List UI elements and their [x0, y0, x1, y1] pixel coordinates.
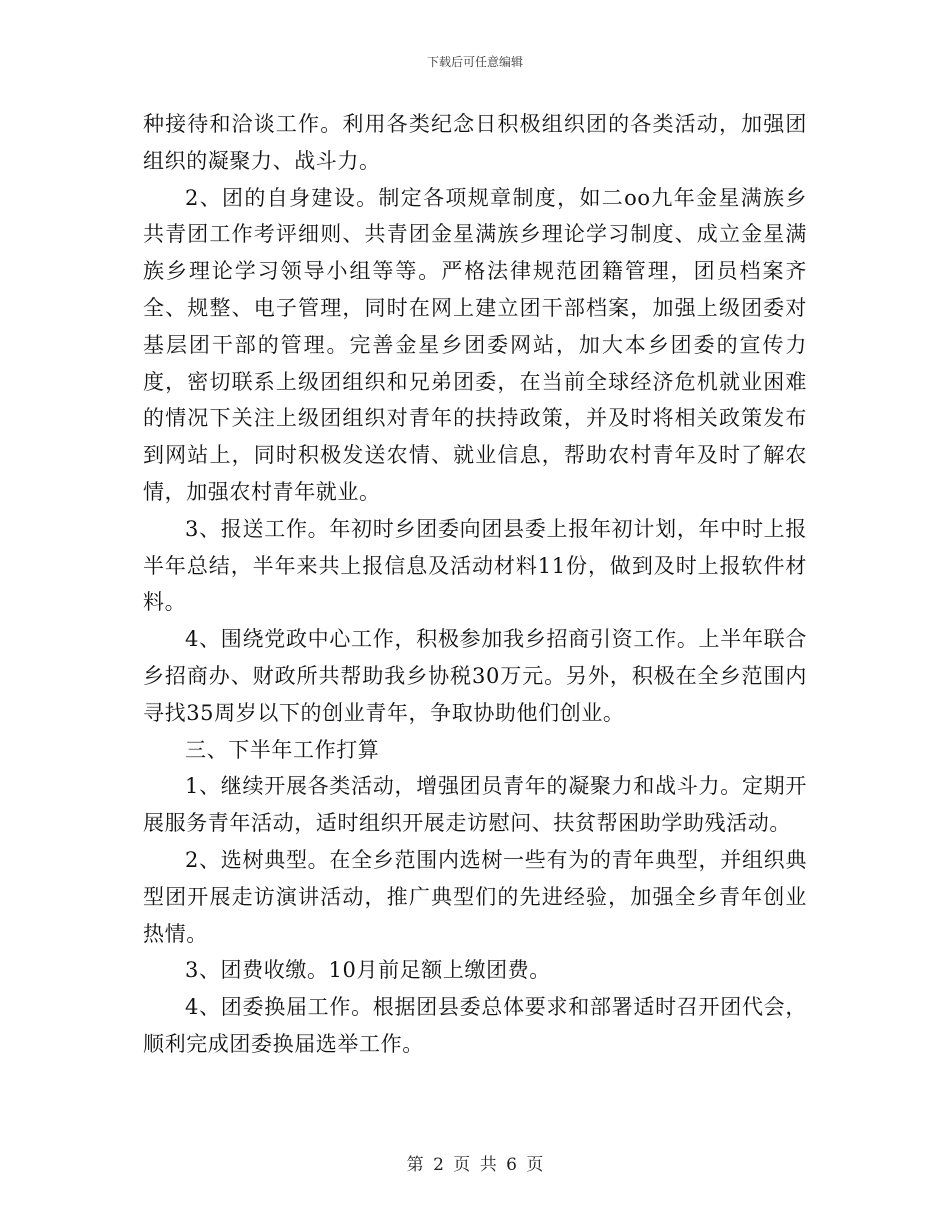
paragraph-3: 3、报送工作。年初时乡团委向团县委上报年初计划，年中时上报半年总结，半年来共上报信息及活动材料11份，做到及时上报软件材料。: [143, 516, 807, 615]
page-number-footer: 第 2 页 共 6 页: [406, 1155, 544, 1175]
paragraph-1: 种接待和洽谈工作。利用各类纪念日积极组织团的各类活动，加强团组织的凝聚力、战斗力。: [143, 112, 807, 173]
paragraph-4: 4、围绕党政中心工作，积极参加我乡招商引资工作。上半年联合乡招商办、财政所共帮助我乡协税30万元。另外，积极在全乡范围内寻找35周岁以下的创业青年，争取协助他们创业。: [143, 627, 807, 725]
paragraph-6: 2、选树典型。在全乡范围内选树一些有为的青年典型，并组织典型团开展走访演讲活动，推广典型们的先进经验，加强全乡青年创业热情。: [143, 847, 807, 946]
paragraph-7: 3、团费收缴。10月前足额上缴团费。: [185, 958, 551, 983]
paragraph-8: 4、团委换届工作。根据团县委总体要求和部署适时召开团代会，顺利完成团委换届选举工作。: [143, 995, 807, 1056]
section-heading: 三、下半年工作打算: [185, 737, 380, 762]
document-body: [143, 106, 807, 1063]
paragraph-2: 2、团的自身建设。制定各项规章制度，如二oo九年金星满族乡共青团工作考评细则、共青团金星满族乡理论学习制度、成立金星满族乡理论学习领导小组等等。严格法律规范团籍管理，团员档案齐全、规整、电子管理，同时在网上建立团干部档案，加强上级团委对基层团干部的管理。完善金星乡团委网站，加大本乡团委的宣传力度，密切联系上级团组织和兄弟团委，在当前全球经济危机就业困难的情况下关注上级团组织对青年的扶持政策，并及时将相关政策发布到网站上，同时积极发送农情、就业信息，帮助农村青年及时了解农情，加强农村青年就业。: [143, 185, 807, 504]
page-header-note: 下载后可任意编辑: [426, 55, 523, 69]
paragraph-5: 1、继续开展各类活动，增强团员青年的凝聚力和战斗力。定期开展服务青年活动，适时组织开展走访慰问、扶贫帮困助学助残活动。: [143, 774, 807, 836]
